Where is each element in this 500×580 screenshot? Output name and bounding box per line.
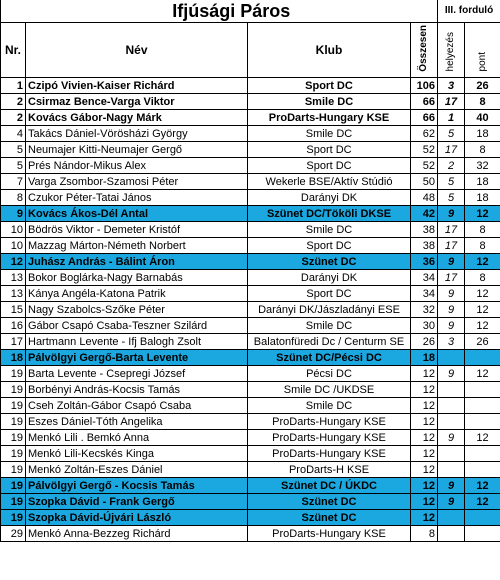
table-row xyxy=(1,446,500,462)
row-name: Kánya Angéla-Katona Patrik xyxy=(26,286,248,302)
row-nr: 19 xyxy=(1,478,26,494)
row-name: Hartmann Levente - Ifj Balogh Zsolt xyxy=(26,334,248,350)
row-total: 48 xyxy=(411,190,438,206)
row-placement: 1 xyxy=(438,110,465,126)
row-name: Menkó Zoltán-Eszes Dániel xyxy=(26,462,248,478)
row-name: Czipó Vivien-Kaiser Richárd xyxy=(26,78,248,94)
title-row xyxy=(1,0,500,22)
row-placement xyxy=(438,446,465,462)
row-name: Barta Levente - Csepregi József xyxy=(26,366,248,382)
row-points: 12 xyxy=(465,254,500,270)
row-placement: 3 xyxy=(438,334,465,350)
row-club: ProDarts-Hungary KSE xyxy=(248,110,411,126)
row-club: Smile DC xyxy=(248,318,411,334)
row-name: Gábor Csapó Csaba-Teszner Szilárd xyxy=(26,318,248,334)
header-placement-cell xyxy=(438,22,465,78)
row-nr: 19 xyxy=(1,382,26,398)
row-placement: 3 xyxy=(438,78,465,94)
row-placement: 9 xyxy=(438,494,465,510)
table-row xyxy=(1,414,500,430)
row-total: 26 xyxy=(411,334,438,350)
row-name: Kovács Ákos-Dél Antal xyxy=(26,206,248,222)
row-nr: 29 xyxy=(1,526,26,542)
row-club: Wekerle BSE/Aktív Stúdió xyxy=(248,174,411,190)
row-name: Szopka Dávid-Újvári László xyxy=(26,510,248,526)
row-nr: 19 xyxy=(1,398,26,414)
row-club: ProDarts-Hungary KSE xyxy=(248,430,411,446)
table-row xyxy=(1,526,500,542)
table-row xyxy=(1,174,500,190)
row-placement: 17 xyxy=(438,270,465,286)
row-name: Varga Zsombor-Szamosi Péter xyxy=(26,174,248,190)
table-row xyxy=(1,206,500,222)
row-total: 12 xyxy=(411,382,438,398)
row-placement: 17 xyxy=(438,142,465,158)
row-placement: 17 xyxy=(438,238,465,254)
row-nr: 19 xyxy=(1,366,26,382)
row-total: 12 xyxy=(411,446,438,462)
row-name: Mazzag Márton-Németh Norbert xyxy=(26,238,248,254)
row-nr: 12 xyxy=(1,254,26,270)
row-points: 8 xyxy=(465,270,500,286)
row-club: ProDarts-Hungary KSE xyxy=(248,414,411,430)
table-row xyxy=(1,190,500,206)
row-points: 18 xyxy=(465,126,500,142)
row-club: Smile DC xyxy=(248,398,411,414)
row-name: Borbényi András-Kocsis Tamás xyxy=(26,382,248,398)
row-name: Bödrös Viktor - Demeter Kristóf xyxy=(26,222,248,238)
table-row xyxy=(1,318,500,334)
row-placement: 9 xyxy=(438,254,465,270)
row-club: ProDarts-Hungary KSE xyxy=(248,446,411,462)
row-placement xyxy=(438,414,465,430)
row-total: 38 xyxy=(411,238,438,254)
row-nr: 13 xyxy=(1,270,26,286)
row-nr: 19 xyxy=(1,510,26,526)
table-row xyxy=(1,238,500,254)
row-name: Juhász András - Bálint Áron xyxy=(26,254,248,270)
row-placement xyxy=(438,510,465,526)
row-total: 66 xyxy=(411,94,438,110)
row-points: 8 xyxy=(465,222,500,238)
row-placement: 9 xyxy=(438,302,465,318)
row-points: 8 xyxy=(465,142,500,158)
row-club: Sport DC xyxy=(248,78,411,94)
row-nr: 2 xyxy=(1,94,26,110)
row-club: Sport DC xyxy=(248,142,411,158)
table-row xyxy=(1,78,500,94)
row-placement: 9 xyxy=(438,286,465,302)
row-nr: 10 xyxy=(1,222,26,238)
row-nr: 9 xyxy=(1,206,26,222)
row-club: Smile DC xyxy=(248,222,411,238)
row-club: Darányi DK xyxy=(248,190,411,206)
table-row xyxy=(1,398,500,414)
row-placement xyxy=(438,350,465,366)
row-club: Balatonfüredi Dc / Centurm SE xyxy=(248,334,411,350)
row-points: 32 xyxy=(465,158,500,174)
header-club: Klub xyxy=(248,22,411,78)
table-row xyxy=(1,94,500,110)
row-points xyxy=(465,414,500,430)
row-nr: 8 xyxy=(1,190,26,206)
row-name: Menkó Lili-Kecskés Kinga xyxy=(26,446,248,462)
header-placement: helyezés xyxy=(445,31,457,72)
row-nr: 13 xyxy=(1,286,26,302)
row-club: Smile DC /UKDSE xyxy=(248,382,411,398)
row-points: 18 xyxy=(465,174,500,190)
row-nr: 19 xyxy=(1,414,26,430)
row-name: Pálvölgyi Gergő - Kocsis Tamás xyxy=(26,478,248,494)
row-points: 12 xyxy=(465,206,500,222)
row-club: Szünet DC / ÚKDC xyxy=(248,478,411,494)
row-total: 106 xyxy=(411,78,438,94)
row-placement xyxy=(438,382,465,398)
row-name: Menkó Anna-Bezzeg Richárd xyxy=(26,526,248,542)
row-total: 66 xyxy=(411,110,438,126)
table-row xyxy=(1,222,500,238)
table-row xyxy=(1,366,500,382)
row-nr: 19 xyxy=(1,462,26,478)
row-nr: 5 xyxy=(1,158,26,174)
row-total: 12 xyxy=(411,398,438,414)
row-nr: 7 xyxy=(1,174,26,190)
table-row xyxy=(1,270,500,286)
row-nr: 15 xyxy=(1,302,26,318)
row-placement: 9 xyxy=(438,430,465,446)
row-placement: 9 xyxy=(438,366,465,382)
header-points-cell xyxy=(465,22,500,78)
row-nr: 4 xyxy=(1,126,26,142)
row-club: ProDarts-Hungary KSE xyxy=(248,526,411,542)
header-total-cell xyxy=(411,22,438,78)
row-name: Neumajer Kitti-Neumajer Gergő xyxy=(26,142,248,158)
row-total: 32 xyxy=(411,302,438,318)
header-row xyxy=(1,22,500,78)
table-row xyxy=(1,302,500,318)
row-total: 12 xyxy=(411,430,438,446)
table-row xyxy=(1,126,500,142)
table-row xyxy=(1,462,500,478)
row-nr: 5 xyxy=(1,142,26,158)
row-club: Szünet DC xyxy=(248,254,411,270)
row-nr: 1 xyxy=(1,78,26,94)
row-name: Czukor Péter-Tatai János xyxy=(26,190,248,206)
row-club: Smile DC xyxy=(248,94,411,110)
table-row xyxy=(1,494,500,510)
row-nr: 18 xyxy=(1,350,26,366)
row-name: Csirmaz Bence-Varga Viktor xyxy=(26,94,248,110)
title-spacer xyxy=(1,0,26,22)
row-name: Menkó Lili . Bemkó Anna xyxy=(26,430,248,446)
row-points xyxy=(465,350,500,366)
row-total: 12 xyxy=(411,510,438,526)
row-club: Sport DC xyxy=(248,238,411,254)
row-points: 12 xyxy=(465,430,500,446)
row-points: 12 xyxy=(465,286,500,302)
row-points xyxy=(465,462,500,478)
row-total: 12 xyxy=(411,494,438,510)
row-total: 42 xyxy=(411,206,438,222)
header-points: pont xyxy=(476,51,488,72)
header-total: Összesen xyxy=(418,24,429,72)
row-points: 8 xyxy=(465,238,500,254)
table-row xyxy=(1,350,500,366)
row-total: 34 xyxy=(411,286,438,302)
table-row xyxy=(1,158,500,174)
row-total: 12 xyxy=(411,478,438,494)
row-total: 34 xyxy=(411,270,438,286)
row-placement: 2 xyxy=(438,158,465,174)
row-total: 52 xyxy=(411,158,438,174)
row-points: 8 xyxy=(465,94,500,110)
row-placement xyxy=(438,462,465,478)
table-row xyxy=(1,382,500,398)
row-club: Smile DC xyxy=(248,126,411,142)
table-row xyxy=(1,334,500,350)
row-club: Darányi DK xyxy=(248,270,411,286)
row-points: 12 xyxy=(465,366,500,382)
row-name: Nagy Szabolcs-Szőke Péter xyxy=(26,302,248,318)
row-points: 12 xyxy=(465,318,500,334)
sheet-title: Ifjúsági Páros xyxy=(26,0,438,22)
row-placement: 5 xyxy=(438,126,465,142)
row-points xyxy=(465,398,500,414)
row-total: 8 xyxy=(411,526,438,542)
row-total: 12 xyxy=(411,366,438,382)
row-club: Szünet DC/Tököli DKSE xyxy=(248,206,411,222)
row-nr: 19 xyxy=(1,430,26,446)
row-name: Takács Dániel-Vörösházi György xyxy=(26,126,248,142)
row-points: 26 xyxy=(465,78,500,94)
row-total: 12 xyxy=(411,414,438,430)
table-row xyxy=(1,254,500,270)
row-total: 50 xyxy=(411,174,438,190)
row-placement: 17 xyxy=(438,94,465,110)
row-points xyxy=(465,382,500,398)
table-row xyxy=(1,142,500,158)
row-name: Prés Nándor-Mikus Alex xyxy=(26,158,248,174)
row-total: 36 xyxy=(411,254,438,270)
table-row xyxy=(1,510,500,526)
row-club: Pécsi DC xyxy=(248,366,411,382)
row-club: Darányi DK/Jászladányi ESE xyxy=(248,302,411,318)
row-total: 30 xyxy=(411,318,438,334)
row-nr: 2 xyxy=(1,110,26,126)
row-club: Sport DC xyxy=(248,286,411,302)
row-placement: 9 xyxy=(438,478,465,494)
row-points xyxy=(465,446,500,462)
header-nr: Nr. xyxy=(1,22,26,78)
row-placement: 9 xyxy=(438,318,465,334)
header-name: Név xyxy=(26,22,248,78)
row-club: Sport DC xyxy=(248,158,411,174)
row-points: 12 xyxy=(465,494,500,510)
row-points xyxy=(465,510,500,526)
row-club: ProDarts-H KSE xyxy=(248,462,411,478)
row-total: 62 xyxy=(411,126,438,142)
row-name: Bokor Boglárka-Nagy Barnabás xyxy=(26,270,248,286)
row-total: 52 xyxy=(411,142,438,158)
round-label: III. forduló xyxy=(438,0,500,22)
row-points: 26 xyxy=(465,334,500,350)
row-name: Eszes Dániel-Tóth Angelika xyxy=(26,414,248,430)
row-club: Szünet DC xyxy=(248,510,411,526)
row-total: 38 xyxy=(411,222,438,238)
row-placement xyxy=(438,398,465,414)
row-placement: 5 xyxy=(438,190,465,206)
row-club: Szünet DC xyxy=(248,494,411,510)
table-row xyxy=(1,478,500,494)
row-placement: 9 xyxy=(438,206,465,222)
table-row xyxy=(1,286,500,302)
row-nr: 19 xyxy=(1,446,26,462)
row-placement: 5 xyxy=(438,174,465,190)
row-total: 18 xyxy=(411,350,438,366)
row-points: 12 xyxy=(465,302,500,318)
row-total: 12 xyxy=(411,462,438,478)
row-placement xyxy=(438,526,465,542)
row-nr: 16 xyxy=(1,318,26,334)
row-name: Szopka Dávid - Frank Gergő xyxy=(26,494,248,510)
row-points: 40 xyxy=(465,110,500,126)
table-row xyxy=(1,110,500,126)
row-club: Szünet DC/Pécsi DC xyxy=(248,350,411,366)
row-name: Pálvölgyi Gergő-Barta Levente xyxy=(26,350,248,366)
row-name: Kovács Gábor-Nagy Márk xyxy=(26,110,248,126)
row-placement: 17 xyxy=(438,222,465,238)
row-points: 18 xyxy=(465,190,500,206)
row-nr: 17 xyxy=(1,334,26,350)
table-row xyxy=(1,430,500,446)
row-nr: 10 xyxy=(1,238,26,254)
row-points xyxy=(465,526,500,542)
row-name: Cseh Zoltán-Gábor Csapó Csaba xyxy=(26,398,248,414)
row-nr: 19 xyxy=(1,494,26,510)
row-points: 12 xyxy=(465,478,500,494)
